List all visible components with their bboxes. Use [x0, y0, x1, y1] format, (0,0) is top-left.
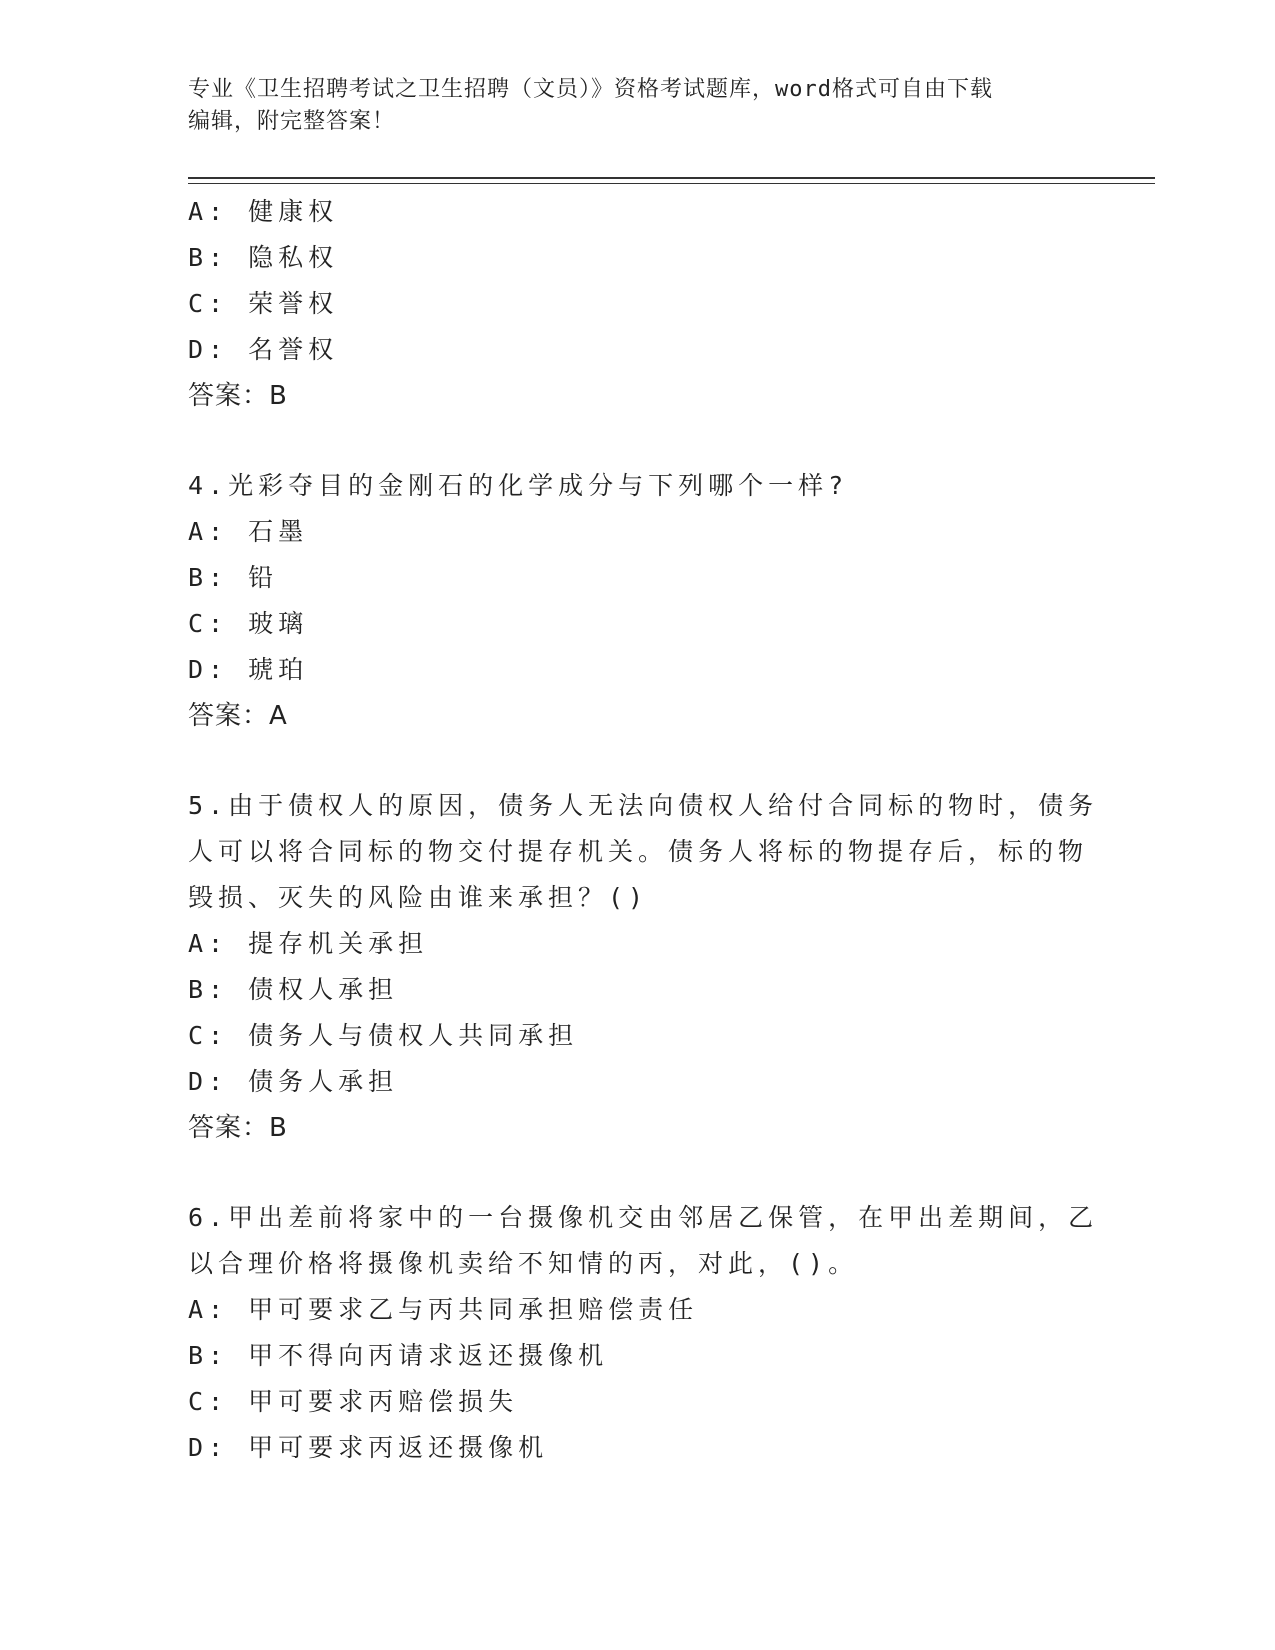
option-b: B: 铅	[188, 563, 279, 592]
question-text: 4.光彩夺目的金刚石的化学成分与下列哪个一样?	[188, 471, 849, 500]
header-line-2: 编辑，附完整答案！	[188, 109, 396, 134]
option-c: C: 甲可要求丙赔偿损失	[188, 1387, 519, 1416]
option-a: A: 健康权	[188, 197, 339, 226]
header-divider-thick	[188, 177, 1155, 179]
option-d: D: 琥珀	[188, 655, 309, 684]
question-6-block	[188, 1195, 1099, 1471]
header-line-1: 专业《卫生招聘考试之卫生招聘（文员）》资格考试题库，word格式可自由下载	[188, 77, 993, 102]
document-header	[188, 74, 1068, 138]
option-c: C: 债务人与债权人共同承担	[188, 1021, 579, 1050]
question-3-block	[188, 189, 1088, 419]
answer-line: 答案：B	[188, 1113, 288, 1143]
option-c: C: 荣誉权	[188, 289, 339, 318]
answer-line: 答案：B	[188, 381, 288, 411]
option-d: D: 甲可要求丙返还摄像机	[188, 1433, 549, 1462]
option-c: C: 玻璃	[188, 609, 309, 638]
option-a: A: 甲可要求乙与丙共同承担赔偿责任	[188, 1295, 699, 1324]
question-text: 5.由于债权人的原因，债务人无法向债权人给付合同标的物时，债务	[188, 791, 1099, 820]
question-list	[188, 189, 1099, 1471]
question-text: 以合理价格将摄像机卖给不知情的丙，对此，()。	[188, 1249, 859, 1278]
option-b: B: 债权人承担	[188, 975, 399, 1004]
option-a: A: 石墨	[188, 517, 309, 546]
question-4-block	[188, 463, 1088, 739]
option-d: D: 债务人承担	[188, 1067, 399, 1096]
option-b: B: 隐私权	[188, 243, 339, 272]
question-5-block	[188, 783, 1099, 1151]
answer-line: 答案：A	[188, 701, 288, 731]
option-d: D: 名誉权	[188, 335, 339, 364]
question-text: 毁损、灭失的风险由谁来承担？()	[188, 883, 649, 912]
question-text: 人可以将合同标的物交付提存机关。债务人将标的物提存后，标的物	[188, 837, 1089, 866]
option-a: A: 提存机关承担	[188, 929, 429, 958]
question-text: 6.甲出差前将家中的一台摄像机交由邻居乙保管，在甲出差期间，乙	[188, 1203, 1099, 1232]
option-b: B: 甲不得向丙请求返还摄像机	[188, 1341, 609, 1370]
header-divider-thin	[188, 183, 1155, 184]
